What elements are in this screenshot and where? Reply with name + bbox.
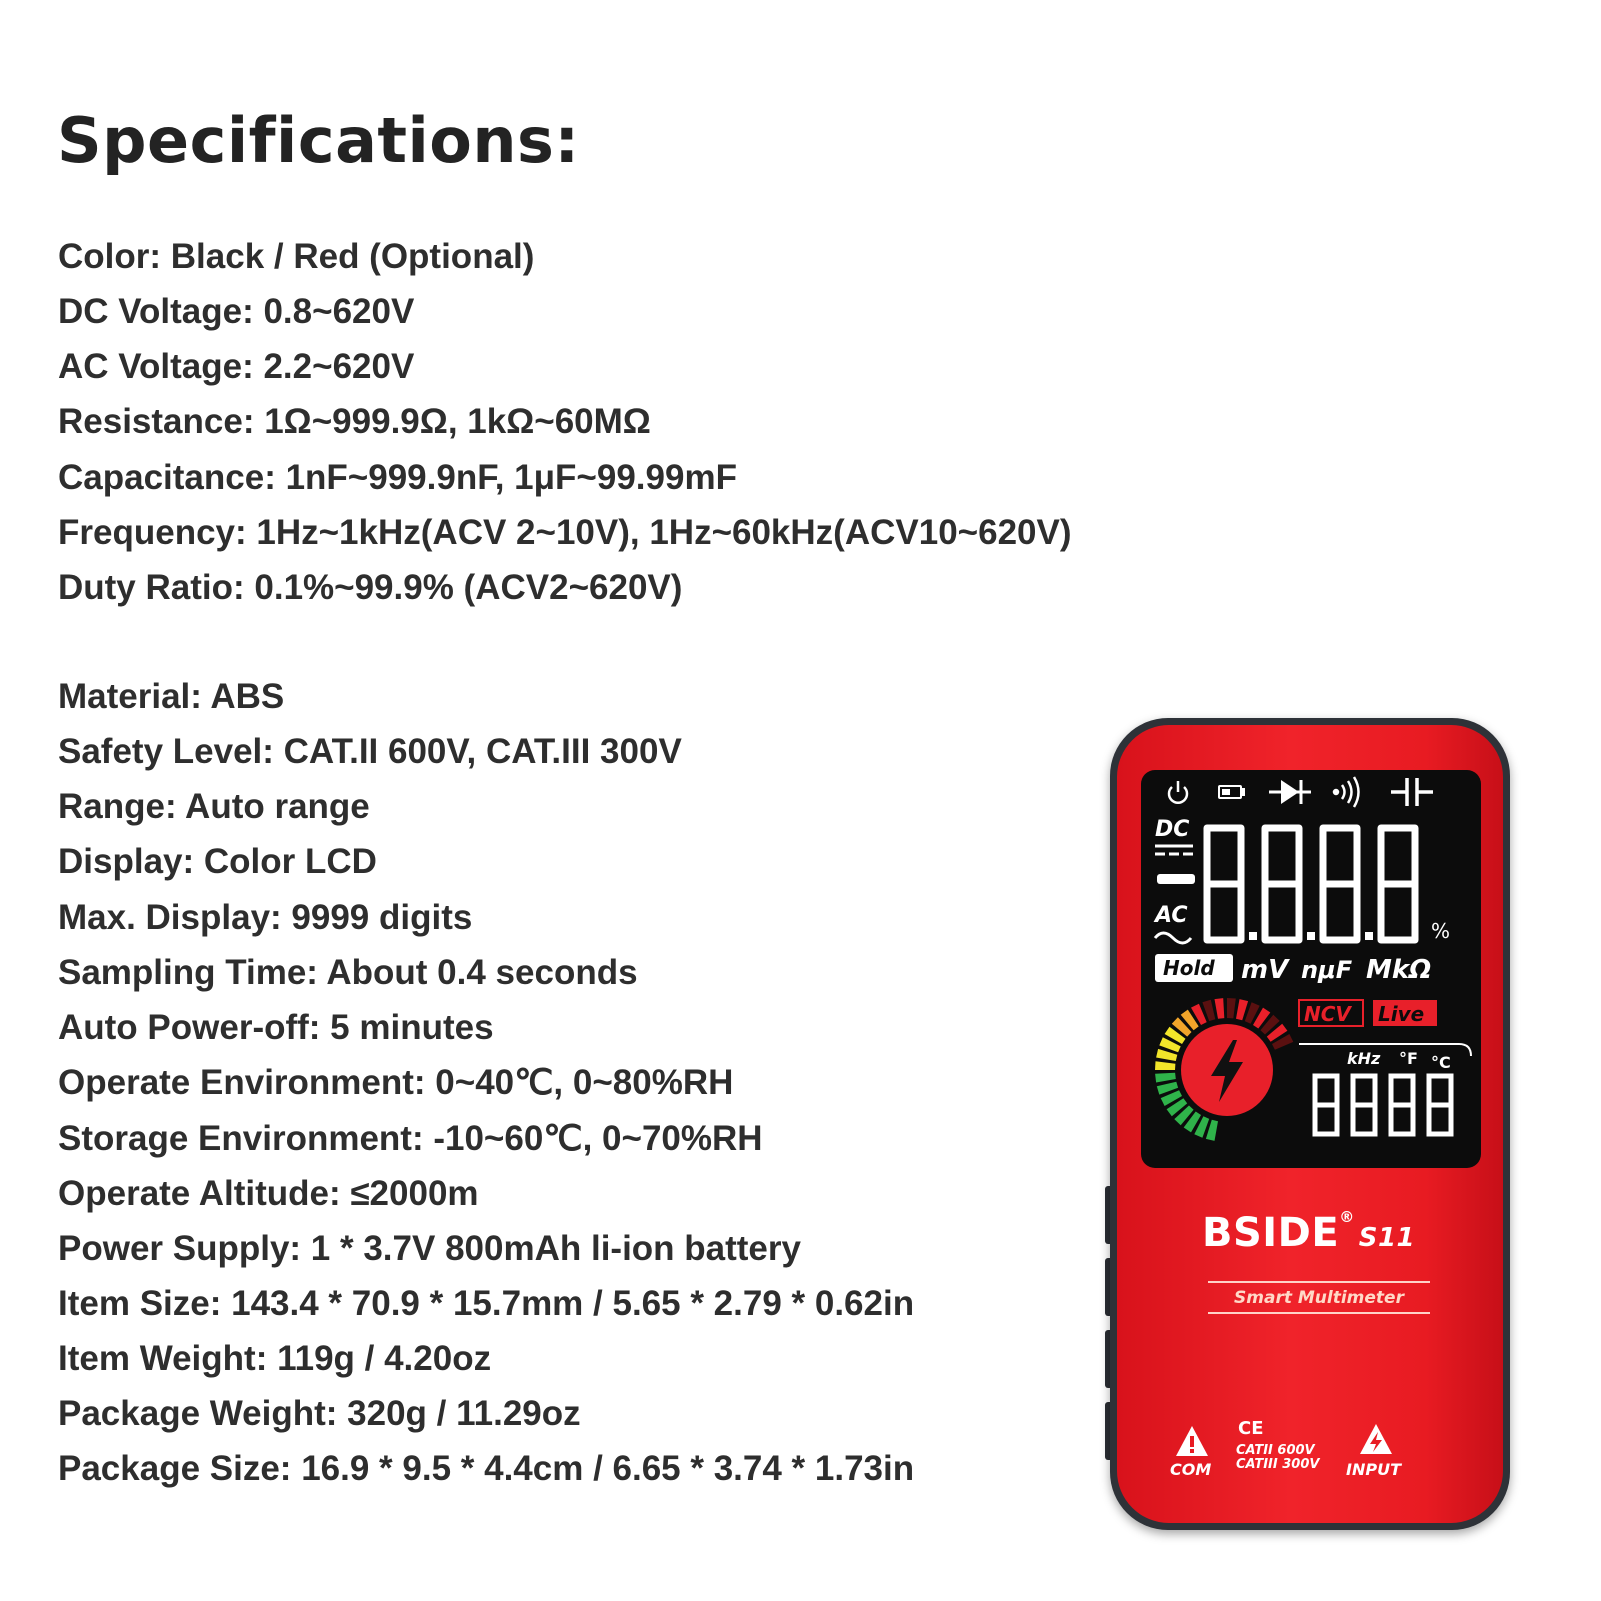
tagline-rule xyxy=(1208,1281,1430,1283)
hold-label: Hold xyxy=(1163,956,1215,980)
ac-label: AC xyxy=(1155,903,1188,928)
spec-package-weight: Package Weight: 320g / 11.29oz xyxy=(58,1394,581,1433)
gauge-segment xyxy=(1227,998,1236,1018)
spec-safety-level: Safety Level: CAT.II 600V, CAT.III 300V xyxy=(58,732,682,771)
spec-storage-environment: Storage Environment: -10~60℃, 0~70%RH xyxy=(58,1119,763,1158)
spec-sampling-time: Sampling Time: About 0.4 seconds xyxy=(58,953,638,992)
brand-name: BSIDE xyxy=(1202,1210,1340,1256)
spec-color: Color: Black / Red (Optional) xyxy=(58,237,535,276)
tagline: Smart Multimeter xyxy=(1234,1288,1404,1308)
page-title: Specifications: xyxy=(57,104,580,177)
spec-capacitance: Capacitance: 1nF~999.9nF, 1μF~99.99mF xyxy=(58,458,737,497)
cat3-rating: CATIII 300V xyxy=(1236,1457,1320,1472)
spec-auto-power-off: Auto Power-off: 5 minutes xyxy=(58,1008,494,1047)
spec-max-display: Max. Display: 9999 digits xyxy=(58,898,473,937)
gauge-segment xyxy=(1155,1061,1175,1070)
spec-frequency: Frequency: 1Hz~1kHz(ACV 2~10V), 1Hz~60kHz(ACV10~620V) xyxy=(58,513,1072,552)
deg-f-label: °F xyxy=(1399,1049,1418,1068)
ncv-label: NCV xyxy=(1304,1002,1351,1026)
percent-label: % xyxy=(1431,919,1451,943)
spec-operate-environment: Operate Environment: 0~40℃, 0~80%RH xyxy=(58,1063,734,1102)
sub-digits xyxy=(1315,1076,1451,1134)
warning-icon xyxy=(1174,1424,1210,1458)
main-digits xyxy=(1207,828,1415,940)
input-label: INPUT xyxy=(1346,1460,1401,1479)
dc-symbol xyxy=(1155,846,1193,854)
spec-dc-voltage: DC Voltage: 0.8~620V xyxy=(58,292,415,331)
spec-range: Range: Auto range xyxy=(58,787,370,826)
continuity-icon xyxy=(1334,777,1359,807)
com-label: COM xyxy=(1170,1460,1212,1479)
spec-item-size: Item Size: 143.4 * 70.9 * 15.7mm / 5.65 * 2.79 * 0.62in xyxy=(58,1284,915,1323)
battery-icon xyxy=(1219,786,1244,798)
ac-symbol xyxy=(1155,933,1191,943)
khz-label: kHz xyxy=(1347,1049,1381,1068)
registered-mark: ® xyxy=(1339,1208,1355,1226)
spec-operate-altitude: Operate Altitude: ≤2000m xyxy=(58,1174,479,1213)
spec-power-supply: Power Supply: 1 * 3.7V 800mAh li-ion battery xyxy=(58,1229,801,1268)
gauge-segment xyxy=(1215,998,1225,1019)
spec-ac-voltage: AC Voltage: 2.2~620V xyxy=(58,347,415,386)
spec-item-weight: Item Weight: 119g / 4.20oz xyxy=(58,1339,492,1378)
ce-mark: CE xyxy=(1238,1418,1264,1439)
diode-icon xyxy=(1269,780,1311,804)
spec-display: Display: Color LCD xyxy=(58,842,377,881)
live-label: Live xyxy=(1378,1002,1425,1026)
deg-c-label: °C xyxy=(1431,1053,1451,1072)
model-name: S11 xyxy=(1358,1223,1416,1253)
tagline-rule xyxy=(1208,1312,1430,1314)
capacitor-icon xyxy=(1391,778,1433,806)
brand-logo xyxy=(1202,1210,1415,1256)
lcd-screen xyxy=(1141,770,1481,1168)
spec-resistance: Resistance: 1Ω~999.9Ω, 1kΩ~60MΩ xyxy=(58,402,651,441)
gauge-segment xyxy=(1155,1073,1176,1083)
cat2-rating: CATII 600V xyxy=(1236,1443,1315,1458)
high-voltage-icon xyxy=(1358,1422,1394,1456)
multimeter-image xyxy=(1110,718,1510,1530)
minus-segment xyxy=(1157,874,1195,884)
spec-material: Material: ABS xyxy=(58,677,285,716)
dc-label: DC xyxy=(1155,817,1190,842)
spec-duty-ratio: Duty Ratio: 0.1%~99.9% (ACV2~620V) xyxy=(58,568,683,607)
cap-unit-label: nμF xyxy=(1301,956,1353,984)
power-icon xyxy=(1169,781,1187,803)
mv-label: mV xyxy=(1241,955,1289,985)
res-unit-label: MkΩ xyxy=(1366,955,1432,985)
spec-package-size: Package Size: 16.9 * 9.5 * 4.4cm / 6.65 * 3.74 * 1.73in xyxy=(58,1449,915,1488)
